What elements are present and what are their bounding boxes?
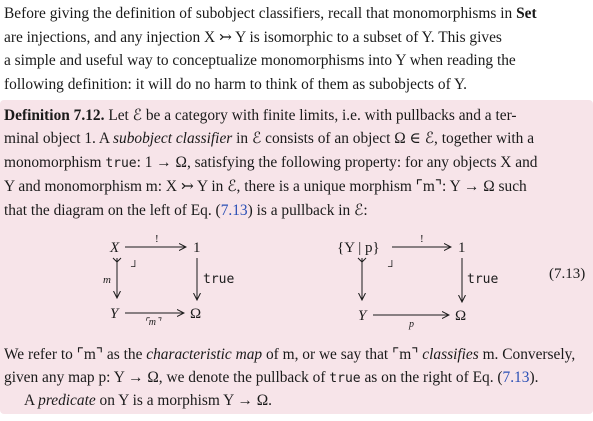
after-text-2c: ). [529,368,539,386]
predicate-term: predicate [38,392,96,410]
intro-paragraph [4,2,591,96]
def-line-3 [4,151,589,175]
pullback-corner: ┘ [131,261,139,273]
def-text-2b: in ℰ consists of an object Ω ∈ ℰ, together with a [232,130,535,148]
after-text-3a: A [24,392,39,410]
after-text-3b: on Y is a morphism Y → Ω. [95,392,272,410]
label-m: m [103,274,111,286]
label-excl-right: ! [420,233,424,245]
after-line-1 [4,344,589,367]
label-excl: ! [155,233,159,245]
def-line-1 [4,104,589,127]
classifies-term: classifies [422,346,479,363]
object-y: Y [110,306,119,322]
subobject-classifier-term: subobject classifier [113,130,233,148]
label-true: true [203,272,235,287]
true-code-2: true [329,370,361,386]
true-code: true [105,155,137,171]
characteristic-map-term: characteristic map [146,346,263,363]
intro-line-2: are injections, and any injection X ↣ Y is isomorphic to a subset of Y. This gives [4,28,502,46]
equation-number: (7.13) [549,266,586,282]
object-omega-right: Ω [455,308,467,324]
intro-text-1: Before giving the definition of subobject classifiers, recall that monomorphisms in [4,5,517,22]
def-text-1: Let ℰ be a category with finite limits, i.e. with pullbacks and a ter- [104,107,517,124]
after-text-2a: given any map p: Y → Ω, we denote the pullback of [4,368,330,386]
def-text-5b: ) is a pullback in ℰ: [247,201,368,219]
after-text-1a: We refer to ⌜m⌝ as the [4,346,147,363]
object-terminal-right: 1 [458,240,466,256]
object-terminal: 1 [193,240,201,256]
equation-reference-link[interactable]: 7.13 [220,201,248,219]
def-text-2a: minal object 1. A [4,130,114,148]
intro-line-1 [4,2,591,26]
set-category-bold: Set [516,5,537,22]
object-x: X [110,240,120,256]
def-text-3b: : 1 → Ω, satisfying the following property: for any objects X and [136,153,538,171]
def-line-4: Y and monomorphism m: X ↣ Y in ℰ, there is a unique morphism ⌜m⌝: Y → Ω such [4,178,527,196]
label-char-map: ⌜m⌝ [144,317,161,328]
def-line-5 [4,199,589,222]
equation-reference-link-2[interactable]: 7.13 [502,368,530,386]
after-text-1b: of m, or we say that ⌜m⌝ [262,346,423,363]
def-text-5a: that the diagram on the left of Eq. ( [4,201,221,219]
def-line-2 [4,127,589,150]
intro-line-4: following definition: it will do no harm to think of them as subobjects of Y. [4,75,467,93]
after-text-1c: m. Conversely, [478,346,576,363]
label-true-right: true [467,272,499,287]
object-y-right: Y [358,308,367,324]
after-text-2b: as on the right of Eq. ( [360,368,503,386]
object-y-given-p: {Y | p} [337,240,380,256]
definition-text [4,104,589,222]
after-diagram-text [4,344,589,413]
def-text-3a: monomorphism [4,153,106,171]
intro-line-3: a simple and useful way to conceptualize monomorphisms into Y when reading the [4,52,516,70]
definition-heading: Definition 7.12. [4,107,105,124]
object-omega: Ω [190,306,202,322]
label-p: p [409,319,414,330]
after-line-3 [4,390,589,413]
after-line-2 [4,367,589,391]
pullback-corner-right: ┘ [388,261,396,273]
